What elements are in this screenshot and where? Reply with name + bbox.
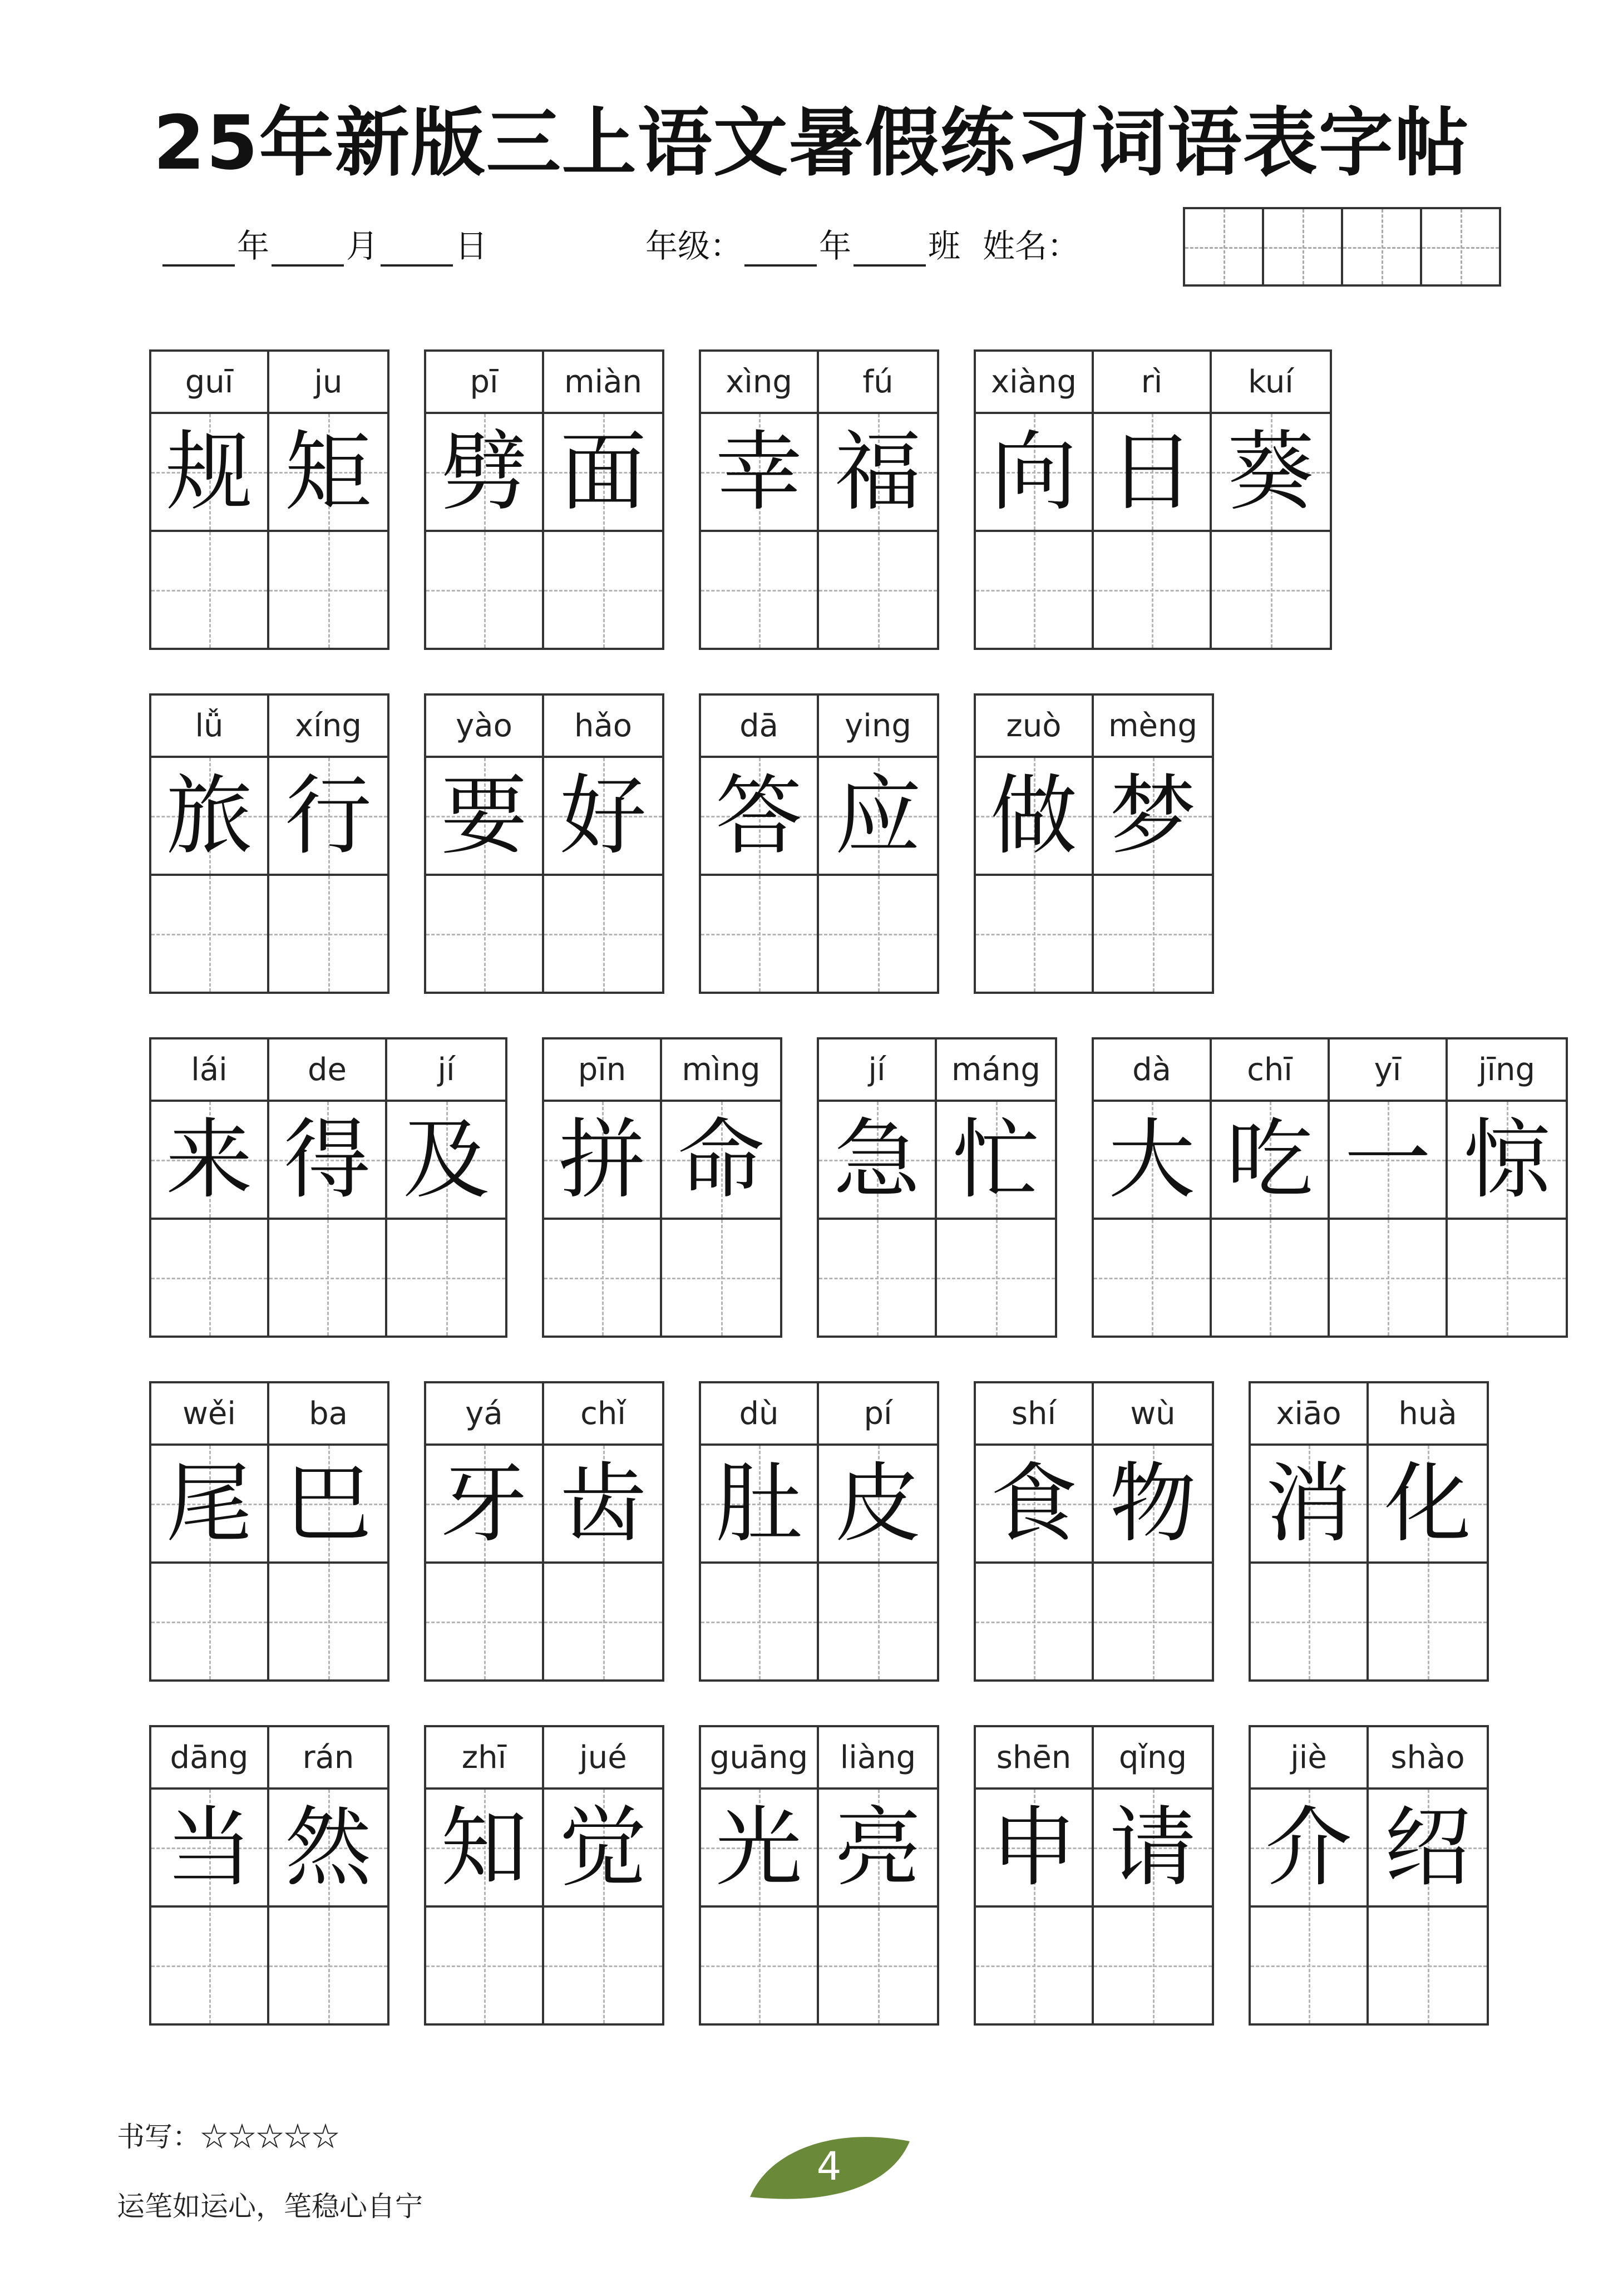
char-column: [387, 1039, 505, 1336]
model-char: 物: [1109, 1453, 1196, 1554]
model-char-cell: [819, 1102, 935, 1220]
pinyin-label: wù: [1094, 1383, 1212, 1446]
word-card: [1092, 1037, 1568, 1338]
model-char-cell: [976, 758, 1092, 876]
page-number: 4: [816, 2143, 842, 2189]
model-char-cell: [544, 414, 662, 532]
char-column: [1251, 1727, 1369, 2023]
practice-cell[interactable]: [426, 1908, 542, 2023]
model-char-cell: [426, 1790, 542, 1908]
grade-label: 年级：: [645, 227, 743, 265]
word-card: [974, 349, 1332, 650]
pinyin-label: lái: [151, 1039, 267, 1102]
pinyin-label: de: [269, 1039, 385, 1102]
month-blank[interactable]: [272, 232, 344, 267]
practice-cell[interactable]: [1251, 1564, 1367, 1679]
char-column: [976, 352, 1094, 648]
char-column: [544, 1383, 662, 1679]
char-column: [701, 1383, 819, 1679]
model-char-cell: [426, 758, 542, 876]
practice-cell[interactable]: [976, 1908, 1092, 2023]
char-column: [269, 1727, 387, 2023]
model-char: 及: [403, 1109, 490, 1210]
model-char-cell: [1212, 414, 1330, 532]
practice-cell[interactable]: [701, 1908, 817, 2023]
model-char-cell: [544, 758, 662, 876]
model-char-cell: [1212, 1102, 1328, 1220]
model-char-cell: [819, 758, 937, 876]
model-char: 得: [284, 1109, 371, 1210]
model-char: 劈: [441, 421, 527, 523]
model-char: 牙: [441, 1453, 527, 1554]
word-card: [1249, 1725, 1489, 2026]
model-char: 光: [716, 1797, 802, 1898]
word-card: [699, 693, 939, 994]
model-char-cell: [937, 1102, 1055, 1220]
practice-cell[interactable]: [1094, 1564, 1212, 1679]
practice-cell[interactable]: [544, 876, 662, 992]
model-char-cell: [662, 1102, 780, 1220]
word-card: [699, 349, 939, 650]
practice-cell[interactable]: [1094, 1220, 1210, 1336]
word-card: [1249, 1381, 1489, 1682]
practice-cell[interactable]: [701, 1564, 817, 1679]
model-char: 然: [285, 1797, 372, 1898]
model-char: 急: [833, 1109, 920, 1210]
practice-cell[interactable]: [426, 1564, 542, 1679]
model-char-cell: [1330, 1102, 1446, 1220]
model-char: 向: [990, 421, 1077, 523]
pinyin-label: jué: [544, 1727, 662, 1790]
pinyin-label: yī: [1330, 1039, 1446, 1102]
practice-cell[interactable]: [701, 876, 817, 992]
model-char-cell: [1369, 1446, 1487, 1564]
char-column: [1369, 1383, 1487, 1679]
model-char: 面: [560, 421, 647, 523]
char-column: [976, 1727, 1094, 2023]
char-column: [544, 696, 662, 992]
char-column: [426, 352, 544, 648]
pinyin-label: dù: [701, 1383, 817, 1446]
model-char: 做: [990, 765, 1077, 866]
char-column: [544, 1727, 662, 2023]
practice-cell[interactable]: [976, 1564, 1092, 1679]
pinyin-label: guī: [151, 352, 267, 414]
word-card: [149, 693, 389, 994]
char-column: [819, 696, 937, 992]
word-card: [817, 1037, 1057, 1338]
model-char: 食: [990, 1453, 1077, 1554]
char-column: [819, 352, 937, 648]
model-char-cell: [1448, 1102, 1566, 1220]
name-boxes[interactable]: [1183, 207, 1501, 287]
word-card: [149, 1381, 389, 1682]
model-char: 来: [166, 1109, 253, 1210]
word-card: [699, 1725, 939, 2026]
model-char: 肚: [716, 1453, 802, 1554]
practice-cell[interactable]: [151, 1220, 267, 1336]
word-card: [149, 349, 389, 650]
model-char: 惊: [1463, 1109, 1550, 1210]
month-suffix: 月: [346, 227, 379, 265]
model-char: 命: [678, 1109, 764, 1210]
model-char-cell: [426, 414, 542, 532]
name-box[interactable]: [1343, 209, 1422, 284]
pinyin-label: rán: [269, 1727, 387, 1790]
model-char: 大: [1108, 1109, 1195, 1210]
pinyin-label: ba: [269, 1383, 387, 1446]
pinyin-label: jí: [387, 1039, 505, 1102]
practice-cell[interactable]: [1212, 532, 1330, 648]
practice-cell[interactable]: [819, 876, 937, 992]
pinyin-label: wěi: [151, 1383, 267, 1446]
practice-cell[interactable]: [1448, 1220, 1566, 1336]
year-blank[interactable]: [162, 232, 235, 267]
pinyin-label: ying: [819, 696, 937, 758]
pinyin-label: yào: [426, 696, 542, 758]
model-char-cell: [544, 1790, 662, 1908]
char-column: [1448, 1039, 1566, 1336]
char-column: [701, 352, 819, 648]
pinyin-label: fú: [819, 352, 937, 414]
pinyin-label: rì: [1094, 352, 1210, 414]
practice-cell[interactable]: [1212, 1220, 1328, 1336]
char-column: [976, 1383, 1094, 1679]
practice-cell[interactable]: [1094, 1908, 1212, 2023]
model-char: 拼: [559, 1109, 645, 1210]
pinyin-label: jí: [819, 1039, 935, 1102]
char-column: [269, 1039, 387, 1336]
char-column: [1212, 352, 1330, 648]
word-card: [974, 1725, 1214, 2026]
practice-cell[interactable]: [1369, 1908, 1487, 2023]
model-char: 消: [1265, 1453, 1352, 1554]
model-char-cell: [701, 1790, 817, 1908]
model-char-cell: [1094, 1446, 1212, 1564]
model-char: 绍: [1384, 1797, 1471, 1898]
practice-cell[interactable]: [544, 1908, 662, 2023]
practice-cell[interactable]: [544, 532, 662, 648]
model-char: 旅: [166, 765, 253, 866]
practice-cell[interactable]: [819, 1908, 937, 2023]
practice-cell[interactable]: [976, 876, 1092, 992]
model-char: 应: [835, 765, 921, 866]
word-card: [699, 1381, 939, 1682]
practice-cell[interactable]: [819, 532, 937, 648]
model-char: 巴: [285, 1453, 372, 1554]
model-char-cell: [269, 1102, 385, 1220]
practice-cell[interactable]: [269, 1220, 385, 1336]
practice-cell[interactable]: [544, 1220, 660, 1336]
model-char: 齿: [560, 1453, 647, 1554]
char-column: [819, 1727, 937, 2023]
char-column: [701, 1727, 819, 2023]
practice-cell[interactable]: [151, 1564, 267, 1679]
model-char-cell: [701, 414, 817, 532]
practice-cell[interactable]: [544, 1564, 662, 1679]
char-column: [269, 352, 387, 648]
model-char: 觉: [560, 1797, 647, 1898]
pinyin-label: zhī: [426, 1727, 542, 1790]
pinyin-label: lǚ: [151, 696, 267, 758]
pinyin-label: zuò: [976, 696, 1092, 758]
practice-cell[interactable]: [819, 1220, 935, 1336]
word-card: [424, 693, 664, 994]
model-char: 知: [441, 1797, 527, 1898]
char-column: [1094, 1039, 1212, 1336]
rating-label: 书写：☆☆☆☆☆: [117, 2121, 339, 2153]
practice-cell[interactable]: [426, 532, 542, 648]
word-card: [424, 1725, 664, 2026]
model-char: 一: [1344, 1109, 1431, 1210]
grade-year-suffix: 年: [819, 227, 852, 265]
class-blank[interactable]: [854, 232, 926, 267]
model-char: 梦: [1109, 765, 1196, 866]
motto: 运笔如运心，笔稳心自宁: [117, 2190, 423, 2223]
model-char: 日: [1108, 421, 1195, 523]
model-char-cell: [819, 1790, 937, 1908]
class-suffix: 班: [928, 227, 961, 265]
pinyin-label: shào: [1369, 1727, 1487, 1790]
practice-cell[interactable]: [662, 1220, 780, 1336]
pinyin-label: liàng: [819, 1727, 937, 1790]
char-column: [937, 1039, 1055, 1336]
model-char-cell: [1094, 414, 1210, 532]
char-column: [1251, 1383, 1369, 1679]
model-char-cell: [1094, 758, 1212, 876]
model-char-cell: [819, 1446, 937, 1564]
practice-cell[interactable]: [701, 532, 817, 648]
word-card: [974, 693, 1214, 994]
model-char: 好: [560, 765, 647, 866]
practice-cell[interactable]: [1094, 532, 1210, 648]
model-char-cell: [151, 1446, 267, 1564]
practice-cell[interactable]: [269, 1908, 387, 2023]
model-char-cell: [701, 1446, 817, 1564]
char-column: [151, 696, 269, 992]
word-card: [974, 1381, 1214, 1682]
model-char: 吃: [1226, 1109, 1313, 1210]
model-char-cell: [1369, 1790, 1487, 1908]
char-column: [819, 1383, 937, 1679]
pinyin-label: ju: [269, 352, 387, 414]
pinyin-label: xiāo: [1251, 1383, 1367, 1446]
page-title: 25年新版三上语文暑假练习词语表字帖: [153, 100, 1470, 186]
model-char: 皮: [835, 1453, 921, 1554]
model-char: 规: [166, 421, 253, 523]
model-char-cell: [151, 1102, 267, 1220]
model-char: 尾: [166, 1453, 253, 1554]
model-char: 葵: [1227, 421, 1314, 523]
model-char: 要: [441, 765, 527, 866]
char-column: [662, 1039, 780, 1336]
model-char: 答: [716, 765, 802, 866]
char-column: [544, 1039, 662, 1336]
word-card: [149, 1037, 507, 1338]
word-card: [542, 1037, 782, 1338]
model-char-cell: [269, 1446, 387, 1564]
model-char-cell: [151, 758, 267, 876]
model-char-cell: [387, 1102, 505, 1220]
word-card: [424, 349, 664, 650]
model-char-cell: [819, 414, 937, 532]
pinyin-label: xíng: [269, 696, 387, 758]
model-char: 申: [990, 1797, 1077, 1898]
practice-cell[interactable]: [937, 1220, 1055, 1336]
char-column: [544, 352, 662, 648]
pinyin-label: máng: [937, 1039, 1055, 1102]
practice-cell[interactable]: [1330, 1220, 1446, 1336]
pinyin-label: xìng: [701, 352, 817, 414]
pinyin-label: miàn: [544, 352, 662, 414]
pinyin-label: chī: [1212, 1039, 1328, 1102]
model-char-cell: [1251, 1790, 1367, 1908]
char-column: [1330, 1039, 1448, 1336]
name-box[interactable]: [1264, 209, 1343, 284]
model-char: 亮: [835, 1797, 921, 1898]
word-card: [149, 1725, 389, 2026]
practice-cell[interactable]: [269, 1564, 387, 1679]
model-char: 福: [835, 421, 921, 523]
model-char-cell: [1251, 1446, 1367, 1564]
model-char: 化: [1384, 1453, 1471, 1554]
char-column: [269, 696, 387, 992]
grade-line: [645, 220, 1079, 267]
pinyin-label: pī: [426, 352, 542, 414]
pinyin-label: dā: [701, 696, 817, 758]
char-column: [269, 1383, 387, 1679]
char-column: [1369, 1727, 1487, 2023]
char-column: [426, 1727, 544, 2023]
char-column: [1094, 696, 1212, 992]
practice-cell[interactable]: [1251, 1908, 1367, 2023]
pinyin-label: chǐ: [544, 1383, 662, 1446]
name-box[interactable]: [1185, 209, 1264, 284]
model-char-cell: [269, 414, 387, 532]
date-line: [160, 220, 487, 267]
model-char: 矩: [285, 421, 372, 523]
model-char: 介: [1265, 1797, 1352, 1898]
model-char-cell: [269, 1790, 387, 1908]
char-column: [1212, 1039, 1330, 1336]
practice-cell[interactable]: [151, 876, 267, 992]
practice-cell[interactable]: [976, 532, 1092, 648]
model-char-cell: [701, 758, 817, 876]
year-suffix: 年: [237, 227, 270, 265]
practice-cell[interactable]: [1094, 876, 1212, 992]
model-char-cell: [544, 1446, 662, 1564]
practice-cell[interactable]: [151, 1908, 267, 2023]
practice-cell[interactable]: [819, 1564, 937, 1679]
grade-year-blank[interactable]: [744, 232, 817, 267]
word-card: [424, 1381, 664, 1682]
pinyin-label: dà: [1094, 1039, 1210, 1102]
model-char: 幸: [716, 421, 802, 523]
model-char-cell: [1094, 1790, 1212, 1908]
pinyin-label: shí: [976, 1383, 1092, 1446]
char-column: [1094, 352, 1212, 648]
char-column: [151, 1383, 269, 1679]
name-label: 姓名：: [983, 227, 1080, 265]
pinyin-label: mìng: [662, 1039, 780, 1102]
char-column: [701, 696, 819, 992]
model-char-cell: [269, 758, 387, 876]
pinyin-label: kuí: [1212, 352, 1330, 414]
name-box[interactable]: [1422, 209, 1499, 284]
char-column: [151, 1039, 269, 1336]
model-char-cell: [426, 1446, 542, 1564]
model-char-cell: [976, 1446, 1092, 1564]
model-char-cell: [544, 1102, 660, 1220]
pinyin-label: jīng: [1448, 1039, 1566, 1102]
day-blank[interactable]: [381, 232, 453, 267]
practice-cell[interactable]: [387, 1220, 505, 1336]
pinyin-label: huà: [1369, 1383, 1487, 1446]
char-column: [426, 1383, 544, 1679]
day-suffix: 日: [455, 227, 488, 265]
char-column: [151, 352, 269, 648]
char-column: [1094, 1727, 1212, 2023]
model-char: 忙: [953, 1109, 1039, 1210]
pinyin-label: hǎo: [544, 696, 662, 758]
char-column: [1094, 1383, 1212, 1679]
pinyin-label: yá: [426, 1383, 542, 1446]
model-char: 行: [285, 765, 372, 866]
pinyin-label: guāng: [701, 1727, 817, 1790]
pinyin-label: pí: [819, 1383, 937, 1446]
practice-cell[interactable]: [269, 876, 387, 992]
practice-cell[interactable]: [1369, 1564, 1487, 1679]
pinyin-label: mèng: [1094, 696, 1212, 758]
model-char-cell: [151, 1790, 267, 1908]
practice-cell[interactable]: [426, 876, 542, 992]
pinyin-label: shēn: [976, 1727, 1092, 1790]
model-char-cell: [976, 414, 1092, 532]
char-column: [426, 696, 544, 992]
model-char: 当: [166, 1797, 253, 1898]
practice-cell[interactable]: [151, 532, 267, 648]
char-column: [976, 696, 1094, 992]
model-char-cell: [976, 1790, 1092, 1908]
pinyin-label: xiàng: [976, 352, 1092, 414]
model-char: 请: [1109, 1797, 1196, 1898]
char-column: [819, 1039, 937, 1336]
model-char-cell: [151, 414, 267, 532]
pinyin-label: qǐng: [1094, 1727, 1212, 1790]
pinyin-label: jiè: [1251, 1727, 1367, 1790]
pinyin-label: pīn: [544, 1039, 660, 1102]
model-char-cell: [1094, 1102, 1210, 1220]
practice-cell[interactable]: [269, 532, 387, 648]
char-column: [151, 1727, 269, 2023]
pinyin-label: dāng: [151, 1727, 267, 1790]
